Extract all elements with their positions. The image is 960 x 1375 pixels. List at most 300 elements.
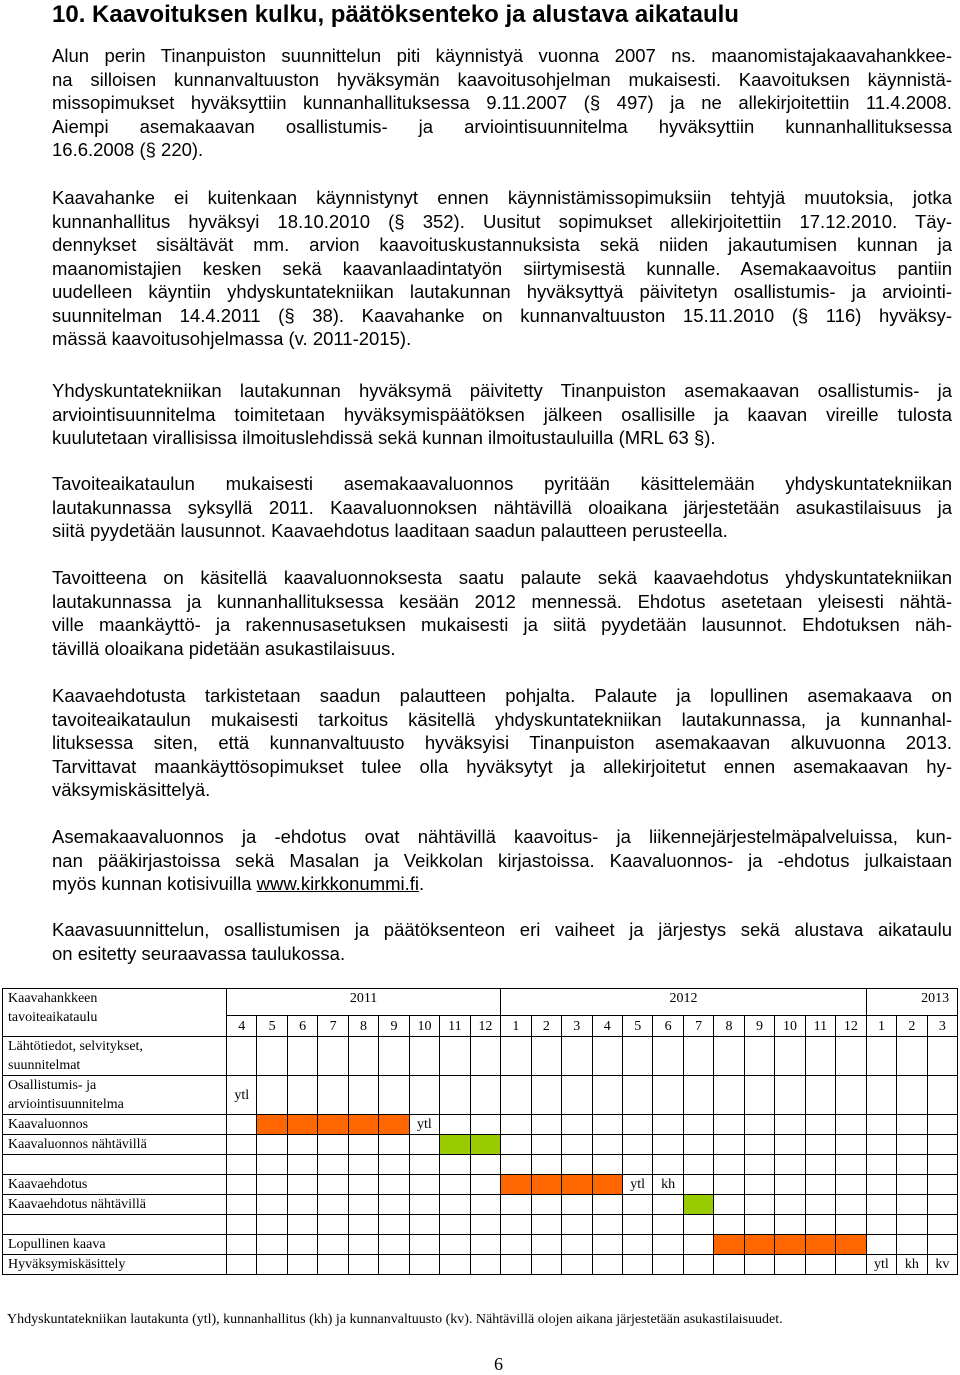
empty-cell	[897, 1215, 927, 1235]
empty-cell	[592, 1255, 622, 1275]
phase-label	[3, 1215, 227, 1235]
empty-cell	[683, 1135, 713, 1155]
empty-cell	[927, 1235, 957, 1255]
empty-cell	[714, 1195, 744, 1215]
month-header: 10	[409, 1016, 439, 1037]
empty-cell	[744, 1255, 774, 1275]
orange-bar-cell	[348, 1115, 378, 1135]
empty-cell	[775, 1076, 805, 1115]
text-line: missopimukset hyväksyttiin kunnanhallituksessa 9.11.2007 (§ 497) ja ne allekirjoitettiin 11.4.2008.	[52, 92, 952, 113]
phase-label: Kaavaluonnos	[3, 1115, 227, 1135]
phase-label: Kaavaluonnos nähtävillä	[3, 1135, 227, 1155]
empty-cell	[866, 1215, 896, 1235]
empty-cell	[714, 1115, 744, 1135]
empty-cell	[409, 1215, 439, 1235]
orange-bar-cell	[836, 1235, 867, 1255]
page-number: 6	[494, 1354, 503, 1374]
empty-cell	[501, 1135, 531, 1155]
text-line: dennykset sisältävät mm. arvion kaavoituskustannuksista sekä niiden jakautumisen kunnan ja	[52, 234, 952, 255]
text-line: kuulutetaan virallisissa ilmoituslehdissä sekä kunnan ilmoitustauluilla (MRL 63 §).	[52, 427, 716, 448]
empty-cell	[531, 1255, 561, 1275]
empty-cell	[744, 1135, 774, 1155]
month-header: 12	[470, 1016, 501, 1037]
orange-bar-cell	[714, 1235, 744, 1255]
empty-cell	[714, 1215, 744, 1235]
orange-bar-cell	[257, 1115, 287, 1135]
empty-cell	[440, 1235, 470, 1255]
month-header: 2	[531, 1016, 561, 1037]
empty-cell	[744, 1175, 774, 1195]
empty-cell	[653, 1135, 683, 1155]
empty-cell	[562, 1215, 592, 1235]
empty-cell	[531, 1235, 561, 1255]
empty-cell	[562, 1255, 592, 1275]
empty-cell	[622, 1076, 652, 1115]
empty-cell	[562, 1076, 592, 1115]
empty-cell	[683, 1215, 713, 1235]
empty-cell	[653, 1037, 683, 1076]
empty-cell	[470, 1215, 501, 1235]
phase-label: Osallistumis- ja arviointisuunnitelma	[3, 1076, 227, 1115]
text-line: on esitetty seuraavassa taulukossa.	[52, 942, 346, 964]
empty-cell	[318, 1135, 348, 1155]
empty-cell	[927, 1076, 957, 1115]
orange-bar-cell	[531, 1175, 561, 1195]
year-header: 2013	[866, 989, 957, 1016]
text-line: suunnitelman 14.4.2011 (§ 38). Kaavahanke on kunnanvaltuuston 15.11.2010 (§ 116) hyväksy-	[52, 304, 952, 326]
empty-cell	[470, 1235, 501, 1255]
green-bar-cell	[440, 1135, 470, 1155]
empty-cell	[227, 1115, 257, 1135]
empty-cell	[622, 1215, 652, 1235]
orange-bar-cell	[562, 1175, 592, 1195]
empty-cell	[897, 1175, 927, 1195]
text-line: kunnanhallitus hyväksyi 18.10.2010 (§ 352). Uusitut sopimukset allekirjoitettiin 17.12.2010. Täy-	[52, 210, 952, 232]
empty-cell	[592, 1215, 622, 1235]
table-footnote: Yhdyskuntatekniikan lautakunta (ytl), kunnanhallitus (kh) ja kunnanvaltuusto (kv). Nähtävillä olojen aikana järjestetään asukastilaisuudet.	[7, 1312, 783, 1327]
empty-cell	[531, 1037, 561, 1076]
empty-cell	[348, 1235, 378, 1255]
month-header: 12	[836, 1016, 867, 1037]
paragraph	[52, 566, 952, 660]
text-line: tavoiteaikataulun mukaisesti tarkoitus käsitellä yhdyskuntatekniikan lautakunnassa, ja kunnanhal-	[52, 708, 952, 730]
empty-cell	[683, 1255, 713, 1275]
empty-cell	[257, 1235, 287, 1255]
empty-cell	[287, 1195, 317, 1215]
empty-cell	[836, 1155, 867, 1175]
green-bar-cell	[470, 1135, 501, 1155]
empty-cell	[257, 1037, 287, 1076]
empty-cell	[227, 1155, 257, 1175]
empty-cell	[257, 1195, 287, 1215]
empty-cell	[379, 1215, 409, 1235]
empty-cell	[744, 1115, 774, 1135]
empty-cell	[775, 1037, 805, 1076]
empty-cell	[348, 1155, 378, 1175]
empty-cell	[927, 1215, 957, 1235]
empty-cell	[501, 1037, 531, 1076]
phase-label: Kaavaehdotus	[3, 1175, 227, 1195]
empty-cell	[897, 1235, 927, 1255]
empty-cell	[714, 1155, 744, 1175]
empty-cell	[379, 1037, 409, 1076]
empty-cell	[227, 1235, 257, 1255]
empty-cell	[714, 1037, 744, 1076]
orange-bar-cell	[744, 1235, 774, 1255]
text-line: Alun perin Tinanpuiston suunnittelun piti käynnistyä vuonna 2007 ns. maanomistajakaavahankkee-	[52, 45, 952, 66]
empty-cell	[653, 1215, 683, 1235]
empty-cell	[836, 1135, 867, 1155]
empty-cell	[805, 1255, 835, 1275]
text-line: Kaavahanke ei kuitenkaan käynnistynyt ennen käynnistämissopimuksiin tehtyjä muutoksia, jotka	[52, 187, 952, 208]
empty-cell	[622, 1195, 652, 1215]
text-line: ville maankäyttö- ja rakennusasetuksen mukaisesti ja siitä pyydetään lausunnot. Ehdotuksen näh-	[52, 614, 952, 635]
month-header: 6	[653, 1016, 683, 1037]
page-heading: 10. Kaavoituksen kulku, päätöksenteko ja alustava aikataulu	[52, 1, 739, 28]
schedule-header-label: Kaavahankkeen tavoiteaikataulu	[3, 989, 227, 1037]
empty-cell	[379, 1195, 409, 1215]
empty-cell	[897, 1195, 927, 1215]
orange-bar-cell	[805, 1235, 835, 1255]
empty-cell	[318, 1215, 348, 1235]
empty-cell	[927, 1135, 957, 1155]
empty-cell	[531, 1215, 561, 1235]
empty-cell	[714, 1175, 744, 1195]
empty-cell	[501, 1155, 531, 1175]
empty-cell	[318, 1155, 348, 1175]
empty-cell	[348, 1195, 378, 1215]
year-header: 2012	[501, 989, 867, 1016]
phase-label: Hyväksymiskäsittely	[3, 1255, 227, 1275]
empty-cell	[257, 1155, 287, 1175]
text-line: Tarvittavat maankäyttösopimukset tulee olla hyväksytyt ja allekirjoitetut ennen asemakaavan hy-	[52, 755, 952, 777]
month-header: 9	[379, 1016, 409, 1037]
empty-cell	[257, 1135, 287, 1155]
empty-cell	[836, 1215, 867, 1235]
text-line: arviointisuunnitelma toimitetaan hyväksymispäätöksen jälkeen osallisille ja kaavan vireille tulosta	[52, 403, 952, 425]
empty-cell	[897, 1037, 927, 1076]
paragraph	[52, 44, 952, 162]
empty-cell	[287, 1037, 317, 1076]
month-header: 9	[744, 1016, 774, 1037]
empty-cell	[836, 1195, 867, 1215]
empty-cell	[775, 1255, 805, 1275]
empty-cell	[287, 1175, 317, 1195]
month-header: 8	[348, 1016, 378, 1037]
empty-cell	[622, 1155, 652, 1175]
empty-cell	[805, 1135, 835, 1155]
paragraph	[52, 825, 952, 896]
month-header: 11	[440, 1016, 470, 1037]
empty-cell	[348, 1037, 378, 1076]
empty-cell	[227, 1135, 257, 1155]
month-header: 10	[775, 1016, 805, 1037]
month-header: 11	[805, 1016, 835, 1037]
month-header: 1	[866, 1016, 896, 1037]
phase-label: Lopullinen kaava	[3, 1235, 227, 1255]
month-header: 2	[897, 1016, 927, 1037]
decision-marker: kh	[653, 1175, 683, 1195]
empty-cell	[318, 1175, 348, 1195]
text-line: myös kunnan kotisivuilla www.kirkkonummi.fi.	[52, 873, 425, 894]
empty-cell	[287, 1076, 317, 1115]
text-line: Aiempi asemakaavan osallistumis- ja arviointisuunnitelma hyväksyttiin kunnanhallituksessa	[52, 115, 952, 137]
empty-cell	[409, 1195, 439, 1215]
empty-cell	[897, 1076, 927, 1115]
empty-cell	[592, 1135, 622, 1155]
empty-cell	[440, 1037, 470, 1076]
decision-marker: ytl	[622, 1175, 652, 1195]
empty-cell	[562, 1135, 592, 1155]
orange-bar-cell	[775, 1235, 805, 1255]
empty-cell	[592, 1076, 622, 1115]
empty-cell	[227, 1195, 257, 1215]
empty-cell	[653, 1155, 683, 1175]
empty-cell	[440, 1076, 470, 1115]
empty-cell	[836, 1076, 867, 1115]
month-header: 3	[562, 1016, 592, 1037]
empty-cell	[257, 1255, 287, 1275]
decision-marker: kv	[927, 1255, 957, 1275]
empty-cell	[714, 1135, 744, 1155]
orange-bar-cell	[379, 1115, 409, 1135]
empty-cell	[318, 1255, 348, 1275]
empty-cell	[409, 1235, 439, 1255]
phase-label: Kaavaehdotus nähtävillä	[3, 1195, 227, 1215]
text-line: nan pääkirjastoissa sekä Masalan ja Veikkolan kirjastoissa. Kaavaluonnos- ja -ehdotus julkaistaan	[52, 849, 952, 871]
year-header: 2011	[227, 989, 501, 1016]
empty-cell	[287, 1155, 317, 1175]
empty-cell	[287, 1235, 317, 1255]
decision-marker: ytl	[227, 1076, 257, 1115]
empty-cell	[287, 1135, 317, 1155]
empty-cell	[470, 1195, 501, 1215]
empty-cell	[775, 1215, 805, 1235]
text-line: Yhdyskuntatekniikan lautakunnan hyväksymä päivitetty Tinanpuiston asemakaavan osallistumis- ja	[52, 380, 952, 401]
empty-cell	[440, 1155, 470, 1175]
empty-cell	[775, 1195, 805, 1215]
empty-cell	[683, 1235, 713, 1255]
empty-cell	[927, 1195, 957, 1215]
empty-cell	[348, 1076, 378, 1115]
paragraph	[52, 186, 952, 351]
empty-cell	[501, 1255, 531, 1275]
schedule-table	[2, 988, 958, 1275]
empty-cell	[744, 1195, 774, 1215]
decision-marker: ytl	[866, 1255, 896, 1275]
empty-cell	[775, 1135, 805, 1155]
empty-cell	[866, 1155, 896, 1175]
empty-cell	[805, 1215, 835, 1235]
month-header: 3	[927, 1016, 957, 1037]
month-header: 8	[714, 1016, 744, 1037]
empty-cell	[927, 1155, 957, 1175]
empty-cell	[805, 1195, 835, 1215]
empty-cell	[805, 1115, 835, 1135]
empty-cell	[470, 1175, 501, 1195]
orange-bar-cell	[287, 1115, 317, 1135]
empty-cell	[318, 1235, 348, 1255]
orange-bar-cell	[318, 1115, 348, 1135]
text-line: Asemakaavaluonnos ja -ehdotus ovat nähtävillä kaavoitus- ja liikennejärjestelmäpalveluissa, kun-	[52, 826, 952, 847]
month-header: 1	[501, 1016, 531, 1037]
empty-cell	[287, 1255, 317, 1275]
text-line: maanomistajien kesken sekä kaavanlaadintatyön siirtymisestä kunnalle. Asemakaavoitus pantiin	[52, 257, 952, 279]
empty-cell	[592, 1115, 622, 1135]
text-line: uudelleen käyntiin yhdyskuntatekniikan lautakunnan hyväksyttyä päivitetyn osallistumis- ja arviointi-	[52, 281, 952, 302]
empty-cell	[927, 1115, 957, 1135]
empty-cell	[866, 1195, 896, 1215]
empty-cell	[897, 1115, 927, 1135]
empty-cell	[805, 1076, 835, 1115]
empty-cell	[836, 1115, 867, 1135]
empty-cell	[227, 1215, 257, 1235]
empty-cell	[653, 1255, 683, 1275]
empty-cell	[622, 1235, 652, 1255]
empty-cell	[562, 1155, 592, 1175]
empty-cell	[470, 1255, 501, 1275]
empty-cell	[409, 1076, 439, 1115]
empty-cell	[866, 1115, 896, 1135]
empty-cell	[227, 1255, 257, 1275]
empty-cell	[775, 1155, 805, 1175]
empty-cell	[379, 1135, 409, 1155]
empty-cell	[622, 1135, 652, 1155]
text-line: Tavoitteena on käsitellä kaavaluonnoksesta saatu palaute sekä kaavaehdotus yhdyskuntatekniikan	[52, 567, 952, 588]
empty-cell	[379, 1155, 409, 1175]
empty-cell	[501, 1195, 531, 1215]
empty-cell	[562, 1195, 592, 1215]
empty-cell	[714, 1255, 744, 1275]
empty-cell	[379, 1076, 409, 1115]
empty-cell	[683, 1037, 713, 1076]
empty-cell	[683, 1155, 713, 1175]
empty-cell	[287, 1215, 317, 1235]
orange-bar-cell	[501, 1175, 531, 1195]
empty-cell	[409, 1255, 439, 1275]
empty-cell	[531, 1195, 561, 1215]
paragraph	[52, 379, 952, 450]
empty-cell	[744, 1155, 774, 1175]
empty-cell	[622, 1115, 652, 1135]
empty-cell	[409, 1037, 439, 1076]
phase-label	[3, 1155, 227, 1175]
empty-cell	[440, 1175, 470, 1195]
text-line: väksymiskäsittelyä.	[52, 779, 211, 800]
empty-cell	[379, 1255, 409, 1275]
empty-cell	[836, 1175, 867, 1195]
text-line: mässä kaavoitusohjelmassa (v. 2011-2015).	[52, 328, 412, 349]
text-line: na silloisen kunnanvaltuuston hyväksymän kaavoitusohjelman mukaisesti. Kaavoituksen käynnistä-	[52, 68, 952, 90]
empty-cell	[348, 1175, 378, 1195]
text-line: lautakunnassa syksyllä 2011. Kaavaluonnoksen nähtävillä oloaikana järjestetään asukastilaisuus ja	[52, 496, 952, 518]
empty-cell	[318, 1195, 348, 1215]
month-header: 5	[257, 1016, 287, 1037]
decision-marker: kh	[897, 1255, 927, 1275]
text-line: Kaavaehdotusta tarkistetaan saadun palautteen pohjalta. Palaute ja lopullinen asemakaava on	[52, 685, 952, 706]
decision-marker: ytl	[409, 1115, 439, 1135]
empty-cell	[866, 1235, 896, 1255]
month-header: 4	[227, 1016, 257, 1037]
empty-cell	[470, 1155, 501, 1175]
empty-cell	[744, 1076, 774, 1115]
empty-cell	[409, 1175, 439, 1195]
paragraph	[52, 472, 952, 543]
empty-cell	[440, 1115, 470, 1135]
empty-cell	[257, 1076, 287, 1115]
empty-cell	[318, 1037, 348, 1076]
empty-cell	[531, 1076, 561, 1115]
orange-bar-cell	[592, 1175, 622, 1195]
empty-cell	[653, 1235, 683, 1255]
empty-cell	[470, 1115, 501, 1135]
website-link[interactable]: www.kirkkonummi.fi	[256, 873, 420, 894]
empty-cell	[592, 1155, 622, 1175]
empty-cell	[501, 1215, 531, 1235]
empty-cell	[622, 1037, 652, 1076]
empty-cell	[470, 1037, 501, 1076]
empty-cell	[683, 1115, 713, 1135]
empty-cell	[683, 1175, 713, 1195]
empty-cell	[409, 1135, 439, 1155]
phase-label: Lähtötiedot, selvitykset, suunnitelmat	[3, 1037, 227, 1076]
empty-cell	[531, 1115, 561, 1135]
empty-cell	[348, 1255, 378, 1275]
month-header: 7	[683, 1016, 713, 1037]
empty-cell	[744, 1215, 774, 1235]
empty-cell	[592, 1195, 622, 1215]
empty-cell	[227, 1037, 257, 1076]
empty-cell	[592, 1235, 622, 1255]
empty-cell	[805, 1175, 835, 1195]
empty-cell	[531, 1135, 561, 1155]
empty-cell	[866, 1037, 896, 1076]
empty-cell	[501, 1115, 531, 1135]
empty-cell	[501, 1076, 531, 1115]
empty-cell	[927, 1175, 957, 1195]
empty-cell	[592, 1037, 622, 1076]
empty-cell	[866, 1076, 896, 1115]
paragraph	[52, 918, 952, 965]
empty-cell	[775, 1175, 805, 1195]
text-line: tävillä oloaikana pidetään asukastilaisuus.	[52, 637, 396, 659]
empty-cell	[653, 1195, 683, 1215]
text-line: Tavoiteaikataulun mukaisesti asemakaavaluonnos pyritään käsittelemään yhdyskuntatekniikan	[52, 473, 952, 494]
empty-cell	[622, 1255, 652, 1275]
empty-cell	[805, 1037, 835, 1076]
empty-cell	[409, 1155, 439, 1175]
empty-cell	[379, 1175, 409, 1195]
empty-cell	[866, 1175, 896, 1195]
text-line: 16.6.2008 (§ 220).	[52, 139, 204, 160]
empty-cell	[866, 1135, 896, 1155]
empty-cell	[501, 1235, 531, 1255]
text-line: lautakunnassa ja kunnanhallituksessa kesään 2012 mennessä. Ehdotus asetetaan yleisesti nähtä-	[52, 590, 952, 612]
empty-cell	[714, 1076, 744, 1115]
empty-cell	[775, 1115, 805, 1135]
month-header: 4	[592, 1016, 622, 1037]
text-line: Kaavasuunnittelun, osallistumisen ja päätöksenteon eri vaiheet ja järjestys sekä alustava aikataulu	[52, 919, 952, 940]
empty-cell	[897, 1155, 927, 1175]
empty-cell	[744, 1037, 774, 1076]
empty-cell	[531, 1155, 561, 1175]
empty-cell	[562, 1115, 592, 1135]
empty-cell	[897, 1135, 927, 1155]
month-header: 5	[622, 1016, 652, 1037]
empty-cell	[683, 1076, 713, 1115]
empty-cell	[805, 1155, 835, 1175]
empty-cell	[227, 1175, 257, 1195]
